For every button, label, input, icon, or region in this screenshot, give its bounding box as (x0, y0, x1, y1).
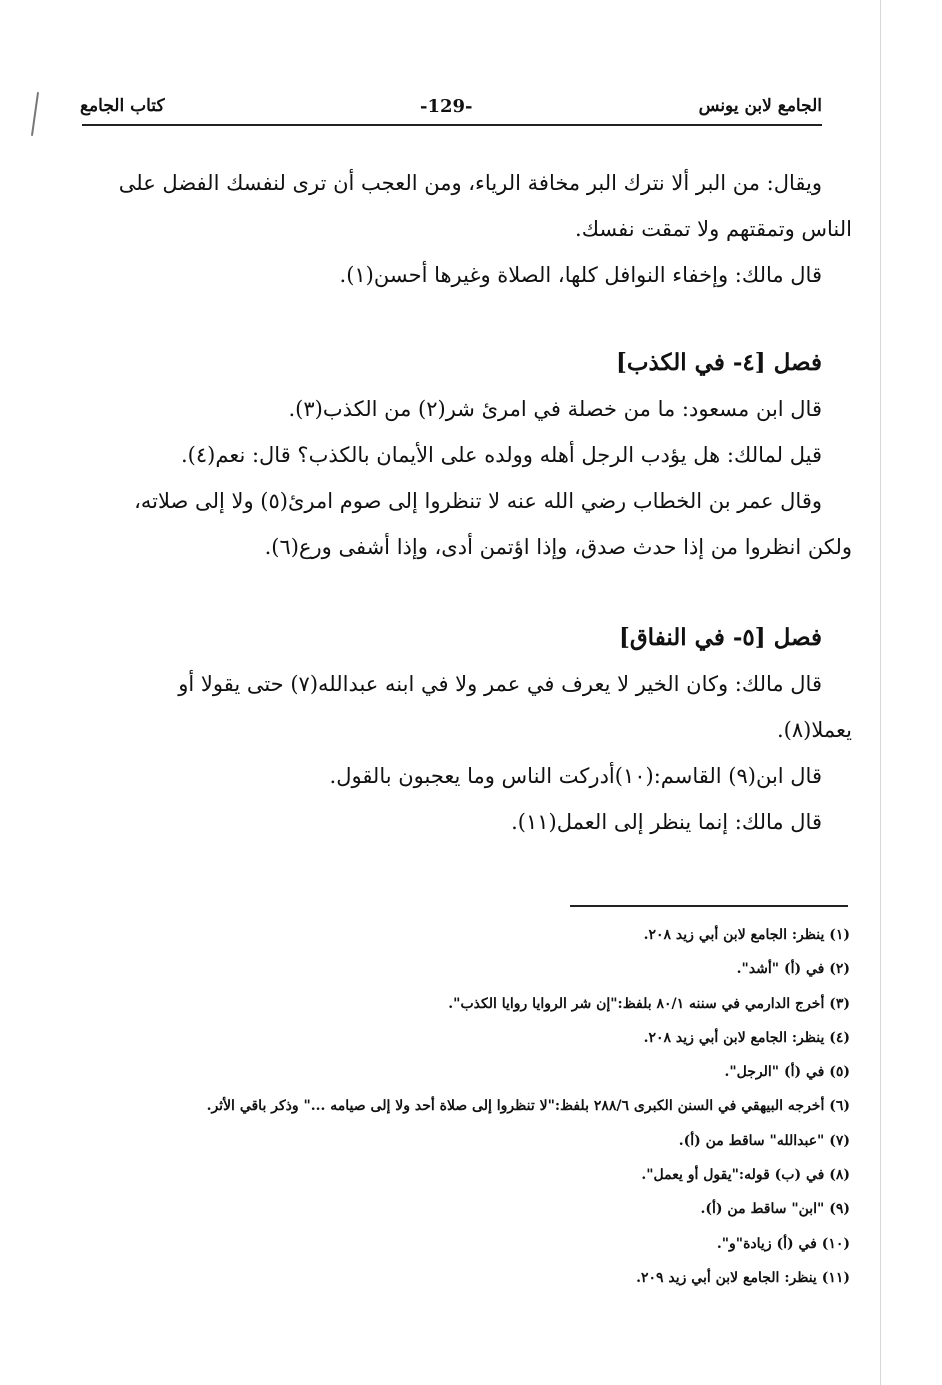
footnotes (70, 918, 850, 1295)
footnote: (٧) "عبدالله" ساقط من (أ). (678, 1132, 850, 1149)
footnote: (١) ينظر: الجامع لابن أبي زيد ٢٠٨. (643, 927, 850, 943)
footnote: (١١) ينظر: الجامع لابن أبي زيد ٢٠٩. (636, 1269, 850, 1286)
paragraph (80, 160, 852, 298)
text-line: الناس وتمقتهم ولا تمقت نفسك. (575, 217, 852, 241)
section-heading: فصل [٤- في الكذب] (615, 349, 822, 376)
page-edge-line (880, 0, 881, 1385)
text-line: قال مالك: إنما ينظر إلى العمل(١١). (511, 810, 822, 834)
book-title: الجامع لابن يونس (698, 96, 822, 116)
footnote: (٨) في (ب) قوله:"يقول أو يعمل". (641, 1167, 850, 1184)
footnote: (٩) "ابن" ساقط من (أ). (700, 1201, 850, 1218)
scan-mark (31, 92, 39, 136)
section-nifaq (80, 615, 852, 845)
footnote: (٦) أخرجه البيهقي في السنن الكبرى ٢٨٨/٦ بلفظ:"لا تنظروا إلى صلاة أحد ولا إلى صيامه ..." وذكر باقي الأثر. (206, 1098, 850, 1115)
footnote: (٢) في (أ) "أشد". (736, 961, 850, 978)
text-line: ويقال: من البر ألا نترك البر مخافة الرياء، ومن العجب أن ترى لنفسك الفضل على (118, 171, 822, 195)
text-line: يعملا(٨). (777, 718, 852, 742)
footnote: (٤) ينظر: الجامع لابن أبي زيد ٢٠٨. (643, 1029, 850, 1046)
header-rule (82, 124, 822, 126)
page-number: -129- (420, 96, 473, 117)
footnote: (٣) أخرج الدارمي في سننه ٨٠/١ بلفظ:"إن شر الروايا روايا الكذب". (448, 995, 850, 1012)
text-line: قال ابن(٩) القاسم:(١٠)أدركت الناس وما يعجبون بالقول. (329, 764, 822, 788)
footnote: (١٠) في (أ) زيادة"و". (716, 1235, 850, 1252)
text-line: قال ابن مسعود: ما من خصلة في امرئ شر(٢) من الكذب(٣). (288, 397, 822, 421)
section-title: كتاب الجامع (80, 96, 165, 116)
section-kadhib (80, 340, 852, 570)
text-line: قيل لمالك: هل يؤدب الرجل أهله وولده على الأيمان بالكذب؟ قال: نعم(٤). (181, 443, 822, 467)
text-line: وقال عمر بن الخطاب رضي الله عنه لا تنظروا إلى صوم امرئ(٥) ولا إلى صلاته، (134, 489, 822, 513)
running-header (80, 96, 822, 124)
section-heading: فصل [٥- في النفاق] (618, 624, 822, 651)
text-line: ولكن انظروا من إذا حدث صدق، وإذا اؤتمن أدى، وإذا أشفى ورع(٦). (264, 535, 852, 559)
footnote-rule (570, 905, 848, 907)
text-line: قال مالك: وكان الخير لا يعرف في عمر ولا في ابنه عبدالله(٧) حتى يقولا أو (178, 672, 822, 696)
footnote: (٥) في (أ) "الرجل". (724, 1064, 850, 1081)
text-line: قال مالك: وإخفاء النوافل كلها، الصلاة وغيرها أحسن(١). (339, 263, 822, 287)
